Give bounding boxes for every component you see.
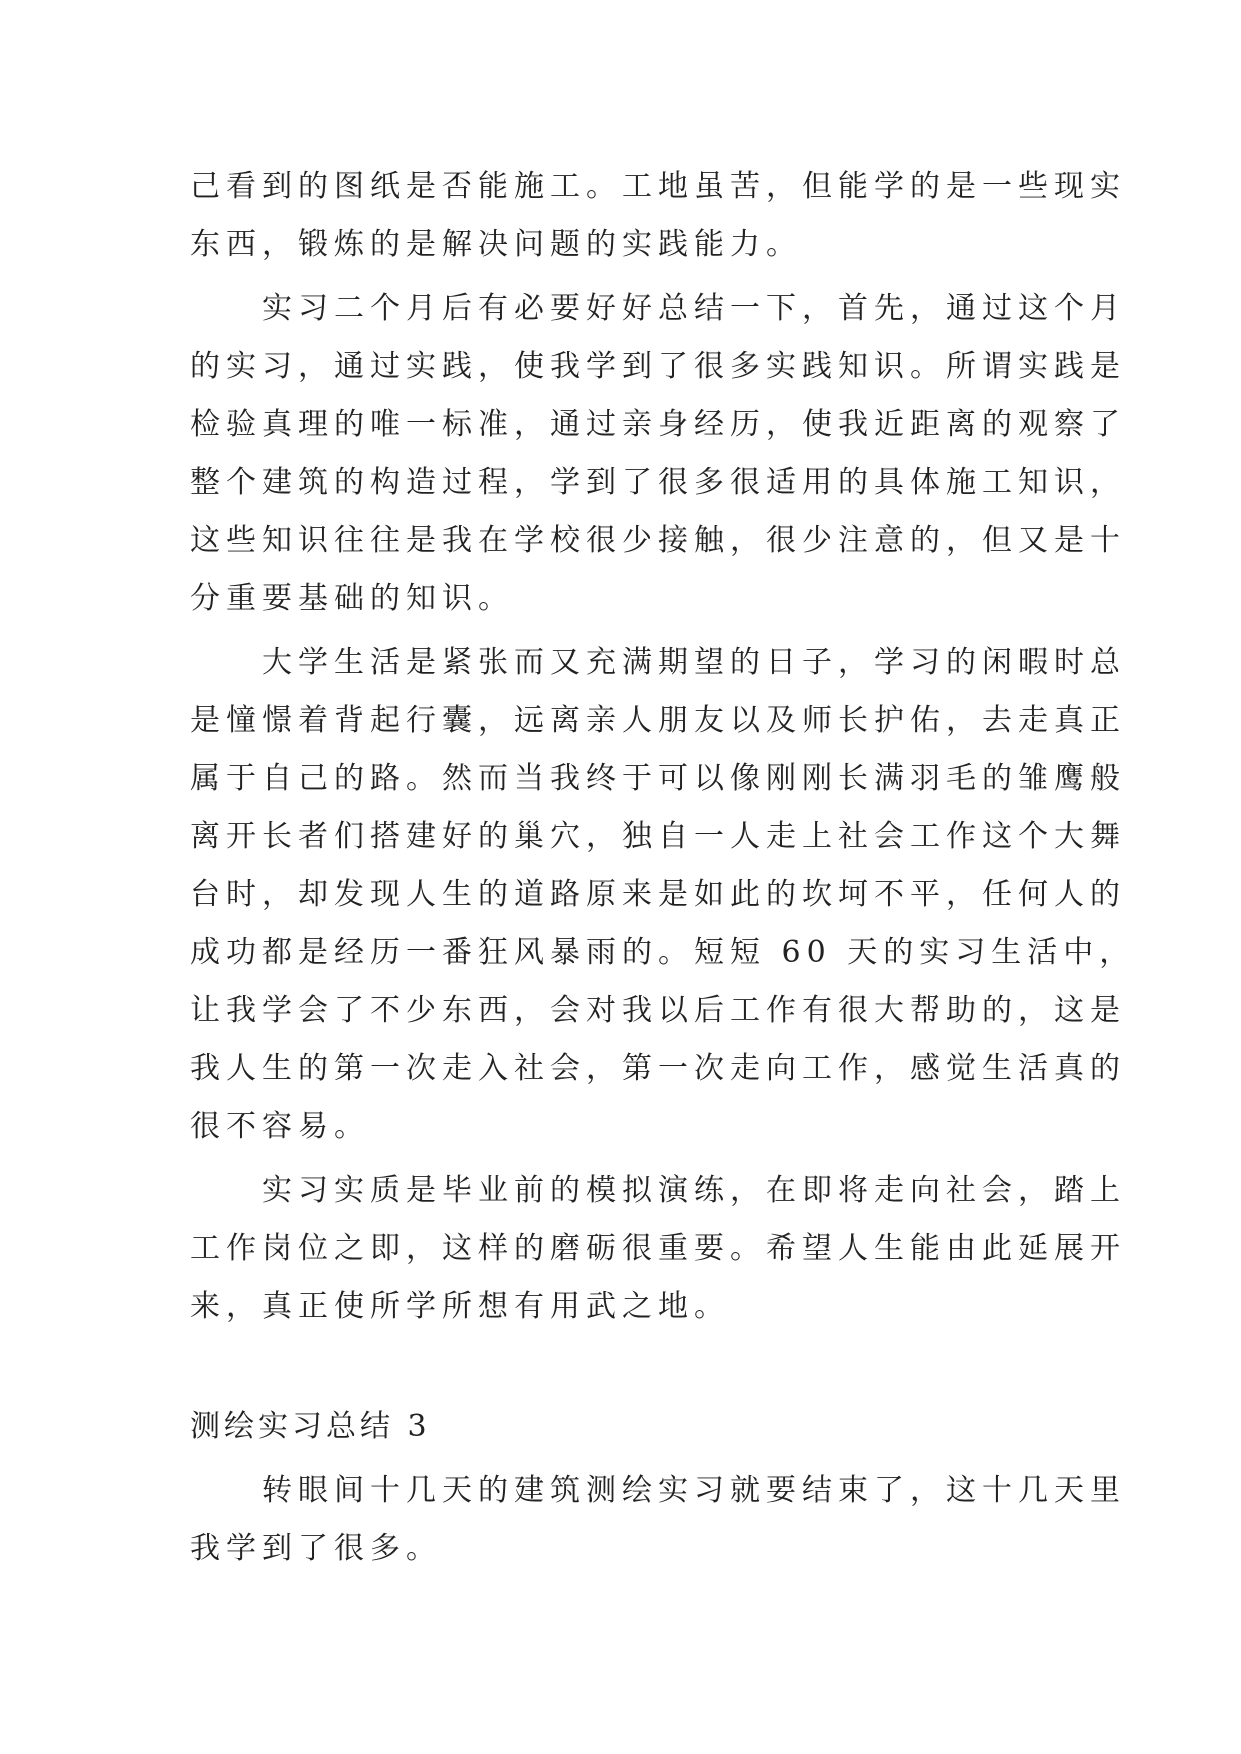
text-line: 东西，锻炼的是解决问题的实践能力。 — [190, 227, 802, 262]
text-line: 的实习，通过实践，使我学到了很多实践知识。所谓实践是 — [190, 349, 1126, 384]
paragraph-5 — [190, 1462, 1126, 1578]
text-line: 我人生的第一次走入社会，第一次走向工作，感觉生活真的 — [190, 1051, 1126, 1086]
paragraph-4 — [190, 1162, 1126, 1336]
text-line: 大学生活是紧张而又充满期望的日子，学习的闲暇时总 — [262, 645, 1126, 680]
text-line: 来，真正使所学所想有用武之地。 — [190, 1289, 730, 1324]
text-line: 己看到的图纸是否能施工。工地虽苦，但能学的是一些现实 — [190, 169, 1126, 204]
text-line: 属于自己的路。然而当我终于可以像刚刚长满羽毛的雏鹰般 — [190, 761, 1126, 796]
document-page — [190, 158, 1136, 1578]
text-line: 成功都是经历一番狂风暴雨的。短短 60 天的实习生活中， — [190, 935, 1136, 970]
text-line: 台时，却发现人生的道路原来是如此的坎坷不平，任何人的 — [190, 877, 1126, 912]
paragraph-1 — [190, 158, 1126, 274]
text-line: 实习二个月后有必要好好总结一下，首先，通过这个月 — [262, 291, 1126, 326]
paragraph-3 — [190, 634, 1136, 1156]
text-line: 离开长者们搭建好的巢穴，独自一人走上社会工作这个大舞 — [190, 819, 1126, 854]
text-line: 让我学会了不少东西，会对我以后工作有很大帮助的，这是 — [190, 993, 1126, 1028]
text-line: 我学到了很多。 — [190, 1531, 442, 1566]
text-line: 检验真理的唯一标准，通过亲身经历，使我近距离的观察了 — [190, 407, 1126, 442]
text-line: 实习实质是毕业前的模拟演练，在即将走向社会，踏上 — [262, 1173, 1126, 1208]
text-line: 这些知识往往是我在学校很少接触，很少注意的，但又是十 — [190, 523, 1126, 558]
section-title: 测绘实习总结 3 — [190, 1409, 431, 1444]
text-line: 是憧憬着背起行囊，远离亲人朋友以及师长护佑，去走真正 — [190, 703, 1126, 738]
text-line: 很不容易。 — [190, 1109, 370, 1144]
text-line: 转眼间十几天的建筑测绘实习就要结束了，这十几天里 — [262, 1473, 1126, 1508]
text-line: 整个建筑的构造过程，学到了很多很适用的具体施工知识， — [190, 465, 1126, 500]
paragraph-2 — [190, 280, 1126, 628]
text-line: 工作岗位之即，这样的磨砺很重要。希望人生能由此延展开 — [190, 1231, 1126, 1266]
text-line: 分重要基础的知识。 — [190, 581, 514, 616]
